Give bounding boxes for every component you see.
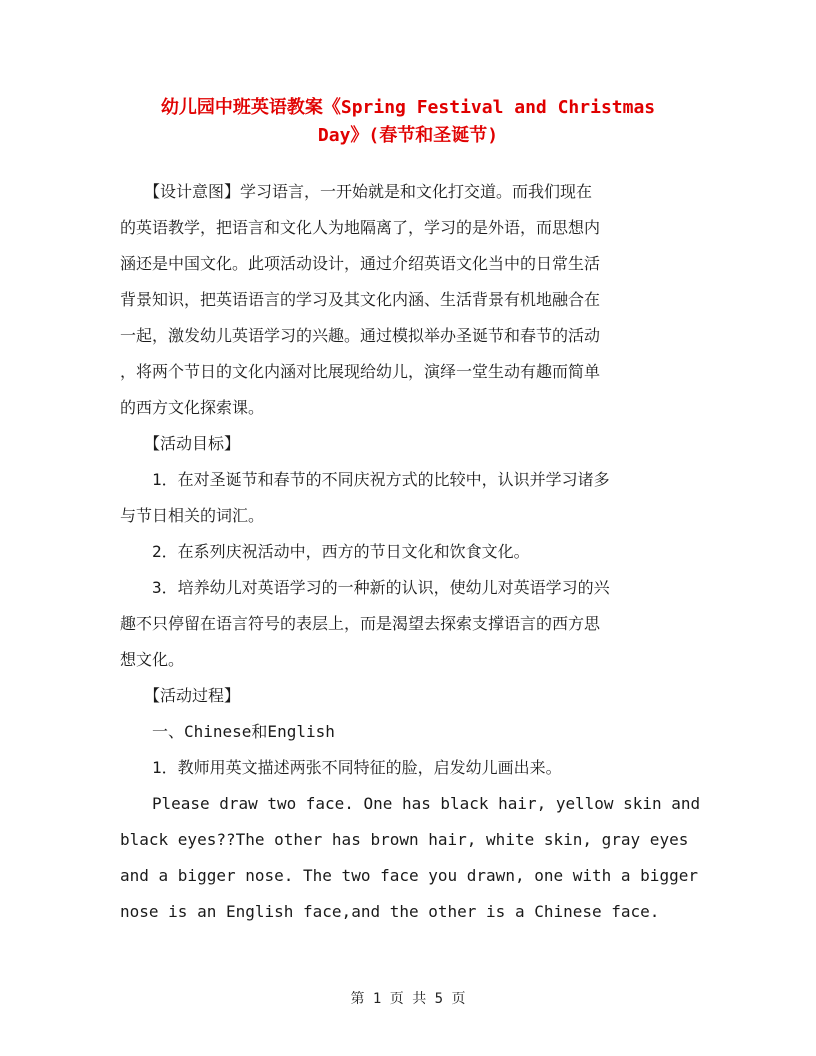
- body-line: 1．教师用英文描述两张不同特征的脸，启发幼儿画出来。: [120, 758, 562, 777]
- body-line: 背景知识，把英语语言的学习及其文化内涵、生活背景有机地融合在: [120, 290, 601, 309]
- body-line: black eyes??The other has brown hair, white skin, gray eyes: [120, 830, 689, 849]
- body-line: 的西方文化探索课。: [120, 398, 265, 417]
- body-line: 1．在对圣诞节和春节的不同庆祝方式的比较中，认识并学习诸多: [120, 470, 610, 489]
- title-line-1: 幼儿园中班英语教案《Spring Festival and Christmas: [160, 97, 656, 118]
- body-line: 2．在系列庆祝活动中，西方的节日文化和饮食文化。: [120, 542, 530, 561]
- body-line: and a bigger nose. The two face you drawn, one with a bigger: [120, 866, 698, 885]
- body-line: 涵还是中国文化。此项活动设计，通过介绍英语文化当中的日常生活: [120, 254, 601, 273]
- body-line: 与节日相关的词汇。: [120, 506, 265, 525]
- body-line: ，将两个节日的文化内涵对比展现给幼儿，演绎一堂生动有趣而简单: [120, 362, 601, 381]
- body-line: 一、Chinese和English: [120, 722, 335, 741]
- document-body: [120, 174, 700, 930]
- body-line: 【活动目标】: [120, 434, 241, 453]
- body-line: 趣不只停留在语言符号的表层上，而是渴望去探索支撑语言的西方思: [120, 614, 601, 633]
- body-line: 的英语教学，把语言和文化人为地隔离了，学习的是外语，而思想内: [120, 218, 601, 237]
- body-line: 【设计意图】学习语言，一开始就是和文化打交道。而我们现在: [120, 182, 593, 201]
- page-footer: 第 1 页 共 5 页: [350, 991, 466, 1007]
- document-title: [100, 94, 716, 150]
- body-line: nose is an English face,and the other is a Chinese face.: [120, 902, 660, 921]
- body-line: Please draw two face. One has black hair, yellow skin and: [120, 794, 701, 813]
- body-line: 【活动过程】: [120, 686, 241, 705]
- title-line-2: Day》(春节和圣诞节): [317, 125, 499, 146]
- body-line: 3．培养幼儿对英语学习的一种新的认识，使幼儿对英语学习的兴: [120, 578, 610, 597]
- body-line: 一起，激发幼儿英语学习的兴趣。通过模拟举办圣诞节和春节的活动: [120, 326, 601, 345]
- body-line: 想文化。: [120, 650, 185, 669]
